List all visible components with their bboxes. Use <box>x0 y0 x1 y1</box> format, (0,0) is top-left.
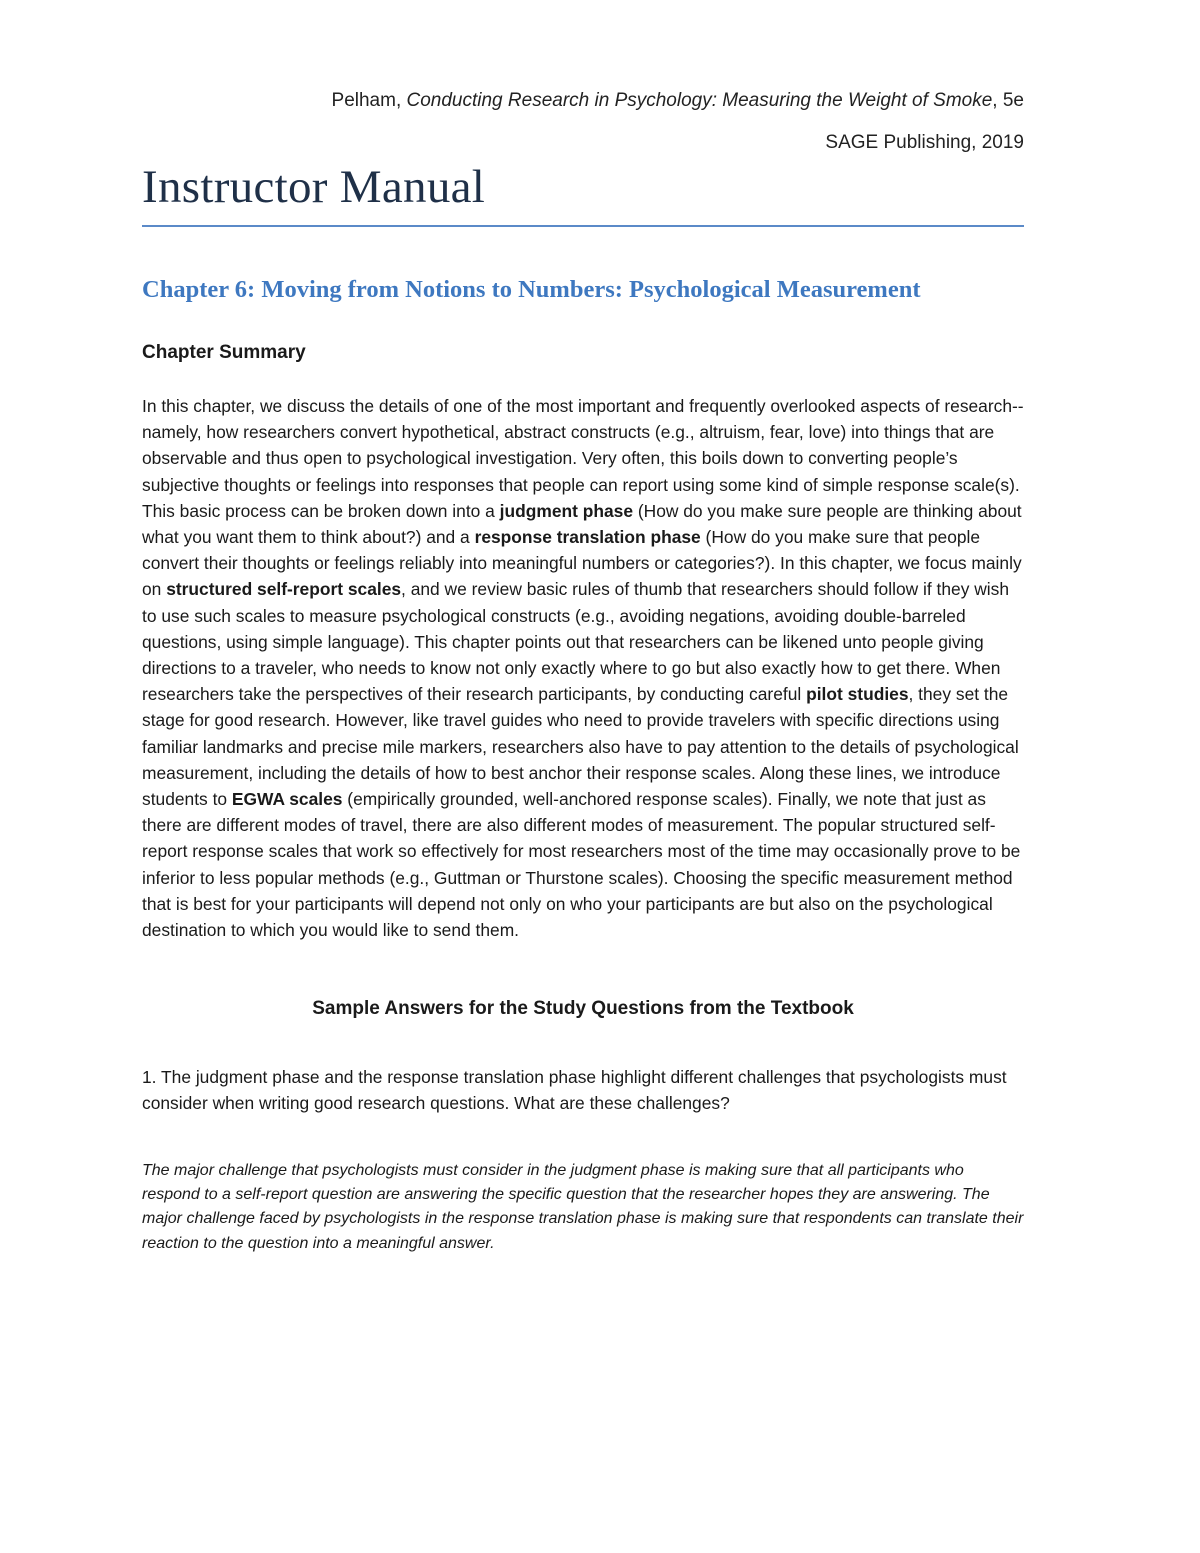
term-pilot-studies: pilot studies <box>806 684 909 705</box>
title-divider <box>142 225 1024 227</box>
chapter-title: Chapter 6: Moving from Notions to Numbers: Psychological Measurement <box>142 276 921 303</box>
summary-text: (How do you make sure that people convert their thoughts or feelings reliably into meaningful numbers or categories?). In this chapter, we focus mainly on <box>142 527 1022 600</box>
chapter-summary-heading: Chapter Summary <box>142 342 306 363</box>
header-book-title: Conducting Research in Psychology: Measuring the Weight of Smoke <box>406 90 993 111</box>
header-edition: , 5e <box>992 90 1024 111</box>
study-questions-heading: Sample Answers for the Study Questions from the Textbook <box>312 998 854 1020</box>
chapter-summary-paragraph <box>142 393 1024 943</box>
document-title: Instructor Manual <box>142 161 486 213</box>
summary-text: , and we review basic rules of thumb that researchers should follow if they wish to use such scales to measure psychological constructs (e.g., avoiding negations, avoiding double-barreled questions, using simple language). This chapter points out that researchers can be likened unto people giving directions to a traveler, who needs to know not only exactly where to go but also exactly how to get there. When researchers take the perspectives of their research participants, by conducting careful <box>142 579 1010 705</box>
summary-text: (empirically grounded, well-anchored response scales). Finally, we note that just as there are different modes of travel, there are also different modes of measurement. The popular structured self-report response scales that work so effectively for most researchers most of the time may occasionally prove to be inferior to less popular methods (e.g., Guttman or Thurstone scales). Choosing the specific measurement method that is best for your participants will depend not only on who your participants are but also on the psychological destination to which you would like to send them. <box>142 789 1021 941</box>
term-egwa-scales: EGWA scales <box>231 789 343 810</box>
summary-text: , they set the stage for good research. However, like travel guides who need to provide travelers with specific directions using familiar landmarks and precise mile markers, researchers also have to pay attention to the details of psychological measurement, including the details of how to best anchor their response scales. Along these lines, we introduce students to <box>142 684 1019 810</box>
term-response-translation-phase: response translation phase <box>474 527 701 548</box>
header-author: Pelham, <box>331 90 407 111</box>
study-answer-1: The major challenge that psychologists must consider in the judgment phase is making sure that all participants who respond to a self-report question are answering the specific question that the researcher hopes they are answering. The major challenge faced by psychologists in the response translation phase is making sure that respondents can translate their reaction to the question into a meaningful answer. <box>142 1161 1024 1252</box>
running-header-publisher: SAGE Publishing, 2019 <box>825 132 1024 153</box>
summary-text: (How do you make sure people are thinking about what you want them to think about?) and a <box>142 500 1022 548</box>
document-page <box>142 0 1024 1553</box>
summary-text: In this chapter, we discuss the details of one of the most important and frequently overlooked aspects of research--namely, how researchers convert hypothetical, abstract constructs (e.g., altruism, fear, love) into things that are observable and thus open to psychological investigation. Very often, this boils down to converting people’s subjective thoughts or feelings into responses that people can report using some kind of simple response scale(s). This basic process can be broken down into a <box>142 396 1024 521</box>
term-structured-self-report-scales: structured self-report scales <box>166 579 402 600</box>
term-judgment-phase: judgment phase <box>499 500 634 521</box>
running-header-citation <box>142 89 1024 113</box>
study-question-1: 1. The judgment phase and the response translation phase highlight different challenges that psychologists must consider when writing good research questions. What are these challenges? <box>142 1067 1007 1114</box>
